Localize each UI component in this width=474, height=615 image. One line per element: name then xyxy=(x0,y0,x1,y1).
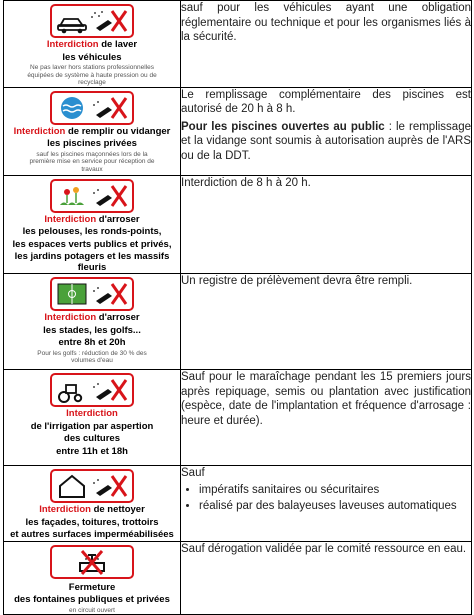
caption: Interdiction d'arroser xyxy=(44,312,140,323)
icon-cell xyxy=(4,466,181,542)
caption-line: les stades, les golfs... xyxy=(43,324,141,336)
facade-cleaning-forbidden-icon xyxy=(50,469,134,503)
description-cell xyxy=(181,175,472,274)
table-row xyxy=(4,370,472,466)
caption-line: des fontaines publiques et privées xyxy=(14,594,170,605)
description-text: Interdiction de 8 h à 20 h. xyxy=(181,176,311,189)
table-row xyxy=(4,541,472,615)
caption-line: les véhicules xyxy=(62,51,122,63)
caption-line: les jardins potagers et les massifs fleuris xyxy=(14,251,170,273)
icon-cell xyxy=(4,541,181,615)
stadium-watering-forbidden-icon xyxy=(50,277,134,311)
note: Pour les golfs : réduction de 30 % des volumes d'eau xyxy=(37,349,147,364)
list-item: • impératifs sanitaires ou sécuritaires xyxy=(199,483,471,498)
pool-filling-forbidden-icon xyxy=(50,91,134,125)
icon-cell xyxy=(4,175,181,274)
table-row xyxy=(4,175,472,274)
description-cell xyxy=(181,1,472,88)
caption: Interdiction d'arroser xyxy=(44,213,140,225)
exception-list xyxy=(181,483,471,514)
icon-cell xyxy=(4,370,181,466)
list-item: • réalisé par des balayeuses laveuses automatiques xyxy=(199,499,471,514)
caption: Interdiction de laver xyxy=(46,39,138,50)
caption-line: et autres surfaces imperméabilisées xyxy=(10,529,174,540)
caption: Interdiction de nettoyer xyxy=(39,504,145,515)
caption-line: entre 11h et 18h xyxy=(56,445,128,457)
caption: Interdiction xyxy=(66,408,118,419)
note: sauf les piscines maçonnées lors de la première mise en service pour réception de travaux xyxy=(29,150,155,173)
description-cell xyxy=(181,370,472,466)
table-row xyxy=(4,87,472,175)
description-cell xyxy=(181,541,472,615)
icon-cell xyxy=(4,274,181,370)
caption: Fermeture xyxy=(68,581,116,593)
table-row xyxy=(4,466,472,542)
description-cell xyxy=(181,87,472,175)
description-text: Sauf xyxy=(181,467,205,479)
description-text: Le remplissage complémentaire des piscines est autorisé de 20 h à 8 h. xyxy=(181,88,471,115)
description-text: Un registre de prélèvement devra être rempli. xyxy=(181,275,413,287)
caption-line: les façades, toitures, trottoirs xyxy=(25,516,159,528)
description-cell xyxy=(181,274,472,370)
caption-line: les pelouses, les ronds-points, xyxy=(22,226,162,237)
tractor-irrigation-forbidden-icon xyxy=(50,373,134,407)
description-cell xyxy=(181,466,472,542)
caption-line: des cultures xyxy=(64,433,120,444)
description-text: Sauf pour le maraîchage pendant les 15 premiers jours après repiquage, semis ou plantation avec justification (espèce, date de l'implantation et fréquence d'arrosage : heure et durée). xyxy=(181,371,471,427)
icon-cell xyxy=(4,1,181,88)
caption-line: les espaces verts publics et privés, xyxy=(12,238,172,250)
caption-line: entre 8h et 20h xyxy=(58,337,126,348)
icon-cell xyxy=(4,87,181,175)
fountain-forbidden-icon xyxy=(50,545,134,579)
description-text: Pour les piscines ouvertes au public : le remplissage et la vidange sont soumis à autorisation auprès de l'ARS ou de la DDT. xyxy=(181,120,471,162)
table-row xyxy=(4,274,472,370)
description-text: Sauf dérogation validée par le comité ressource en eau. xyxy=(181,542,467,555)
table-row xyxy=(4,1,472,88)
car-wash-forbidden-icon xyxy=(50,4,134,38)
caption-line: les piscines privées xyxy=(47,138,137,149)
note: Ne pas laver hors stations professionnelles équipées de système à haute pression ou de recyclage xyxy=(27,64,157,86)
note: en circuit ouvert xyxy=(69,606,115,614)
caption: Interdiction de remplir ou vidanger xyxy=(13,125,171,137)
description-text: sauf pour les véhicules ayant une obligation réglementaire ou technique et pour les organismes liés à la sécurité. xyxy=(181,2,471,43)
restrictions-table xyxy=(3,0,472,615)
garden-watering-forbidden-icon xyxy=(50,179,134,213)
caption-line: de l'irrigation par aspertion xyxy=(30,420,154,432)
